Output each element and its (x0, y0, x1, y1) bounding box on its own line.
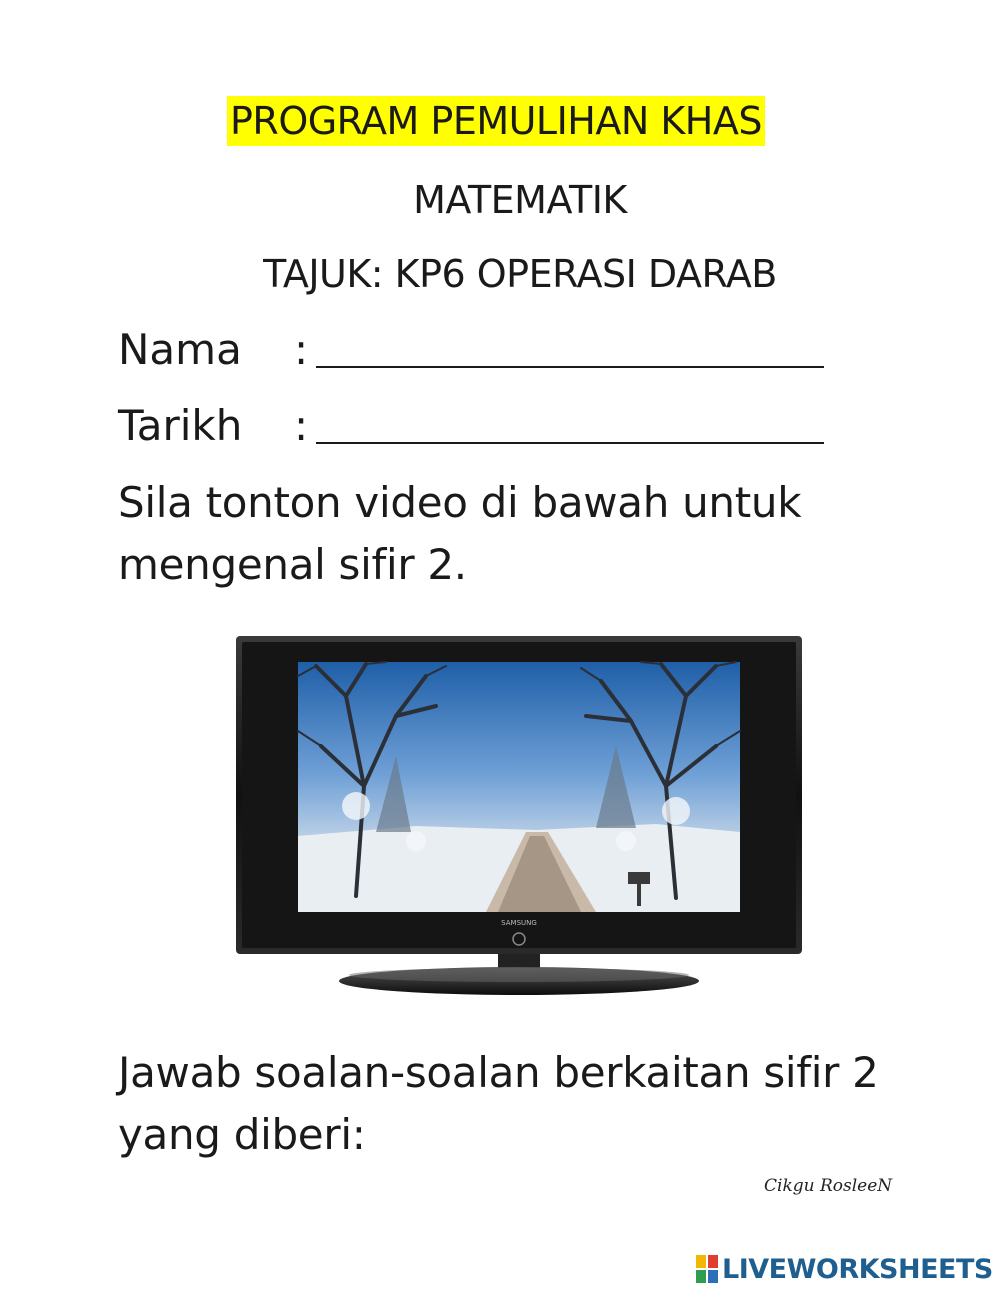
name-separator: : (294, 325, 309, 374)
topic-title: TAJUK: KP6 OPERASI DARAB (263, 252, 777, 296)
subject-title: MATEMATIK (413, 178, 627, 222)
date-separator: : (294, 401, 309, 450)
tv-illustration (236, 636, 802, 998)
teacher-signature: Cikgu RosleeN (764, 1176, 893, 1196)
liveworksheets-brand-text: LIVEWORKSHEETS (722, 1253, 993, 1285)
watch-instruction: Sila tonton video di bawah untuk mengenal sifir 2. (118, 478, 802, 589)
name-label: Nama (118, 325, 242, 374)
answer-instruction: Jawab soalan-soalan berkaitan sifir 2 yang diberi: (118, 1048, 879, 1159)
name-input-line[interactable] (316, 366, 824, 368)
date-input-line[interactable] (316, 442, 824, 444)
liveworksheets-brand[interactable] (696, 1252, 993, 1286)
program-title: PROGRAM PEMULIHAN KHAS (227, 96, 765, 146)
video-tv-player[interactable] (236, 636, 802, 998)
date-label: Tarikh (118, 401, 243, 450)
liveworksheets-logo-icon (696, 1255, 718, 1283)
tv-brand-text: SAMSUNG (501, 919, 537, 927)
